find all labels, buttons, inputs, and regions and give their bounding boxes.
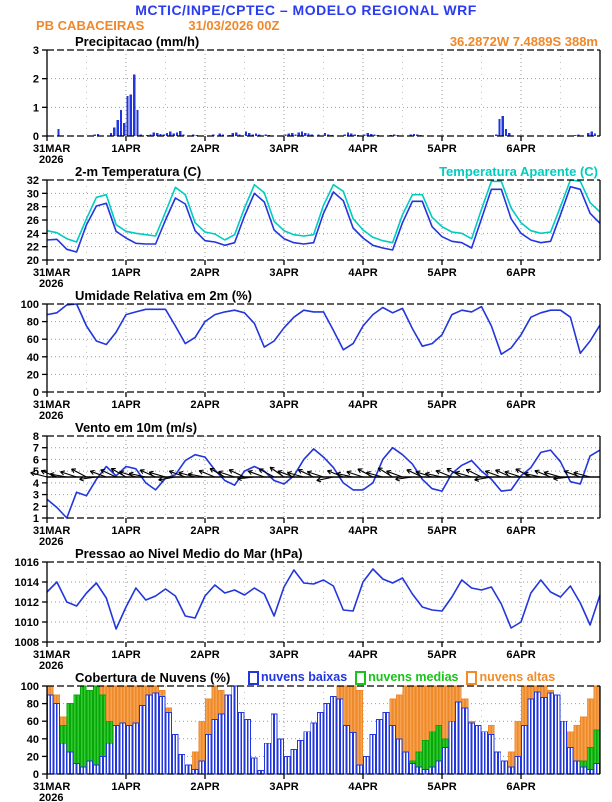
station-name: PB CABACEIRAS: [36, 18, 144, 34]
svg-text:20: 20: [27, 369, 39, 381]
svg-text:1: 1: [33, 513, 39, 525]
panel-title-row: [0, 164, 612, 179]
pressure-chart: [0, 561, 612, 670]
svg-text:2026: 2026: [39, 278, 63, 290]
panel-pressure: [0, 546, 612, 670]
svg-text:3APR: 3APR: [269, 781, 298, 793]
svg-text:2APR: 2APR: [190, 525, 219, 537]
svg-text:31MAR: 31MAR: [33, 649, 70, 661]
svg-text:1: 1: [33, 102, 39, 114]
panel-title: Vento em 10m (m/s): [75, 420, 197, 435]
svg-text:2APR: 2APR: [190, 649, 219, 661]
svg-text:4APR: 4APR: [348, 781, 377, 793]
svg-text:0: 0: [33, 131, 39, 143]
svg-text:2: 2: [33, 74, 39, 86]
svg-text:2APR: 2APR: [190, 267, 219, 279]
svg-text:1008: 1008: [15, 637, 39, 649]
panel-title-row: [0, 420, 612, 435]
svg-text:40: 40: [27, 352, 39, 364]
svg-text:31MAR: 31MAR: [33, 399, 70, 411]
svg-text:80: 80: [27, 317, 39, 329]
svg-text:31MAR: 31MAR: [33, 781, 70, 793]
legend-swatch-icon: [355, 671, 366, 685]
run-datetime: 31/03/2026 00Z: [188, 18, 279, 34]
svg-text:2APR: 2APR: [190, 143, 219, 155]
panel-title: Umidade Relativa em 2m (%): [75, 288, 252, 303]
svg-text:31MAR: 31MAR: [33, 525, 70, 537]
svg-text:0: 0: [33, 387, 39, 399]
wind-chart: [0, 435, 612, 546]
svg-text:2026: 2026: [39, 660, 63, 672]
legend-item: [466, 670, 555, 685]
svg-text:7: 7: [33, 443, 39, 455]
svg-text:3APR: 3APR: [269, 649, 298, 661]
svg-text:100: 100: [21, 299, 39, 311]
panel-title-row: [0, 546, 612, 561]
panel-title: Cobertura de Nuvens (%): [75, 670, 230, 685]
svg-text:26: 26: [27, 215, 39, 227]
svg-text:20: 20: [27, 255, 39, 267]
svg-text:22: 22: [27, 242, 39, 254]
svg-text:3APR: 3APR: [269, 525, 298, 537]
svg-text:3APR: 3APR: [269, 267, 298, 279]
svg-text:32: 32: [27, 175, 39, 187]
legend-item: [355, 670, 458, 685]
svg-text:3: 3: [33, 490, 39, 502]
panel-title: 2-m Temperatura (C): [75, 164, 201, 179]
panel-title-row: [0, 670, 612, 685]
rh-chart: [0, 303, 612, 420]
panel-title-row: [0, 288, 612, 303]
svg-text:1APR: 1APR: [111, 267, 140, 279]
svg-text:1APR: 1APR: [111, 525, 140, 537]
svg-text:2APR: 2APR: [190, 781, 219, 793]
location-annotation: 36.2872W 7.4889S 388m: [450, 34, 598, 49]
svg-text:6APR: 6APR: [506, 525, 535, 537]
panel-title: Precipitacao (mm/h): [75, 34, 199, 49]
page-title: MCTIC/INPE/CPTEC – MODELO REGIONAL WRF: [0, 0, 612, 18]
svg-text:6APR: 6APR: [506, 267, 535, 279]
svg-text:1010: 1010: [15, 617, 39, 629]
precip-chart: [0, 49, 612, 164]
svg-text:28: 28: [27, 202, 39, 214]
legend-swatch-icon: [248, 671, 259, 685]
secondary-series-label: Temperatura Aparente (C): [439, 164, 598, 179]
svg-text:4APR: 4APR: [348, 143, 377, 155]
svg-text:1APR: 1APR: [111, 143, 140, 155]
temp-chart: [0, 179, 612, 288]
svg-text:1APR: 1APR: [111, 649, 140, 661]
svg-text:5APR: 5APR: [427, 649, 456, 661]
svg-text:1APR: 1APR: [111, 399, 140, 411]
svg-text:5APR: 5APR: [427, 781, 456, 793]
svg-text:40: 40: [27, 734, 39, 746]
svg-text:3APR: 3APR: [269, 399, 298, 411]
legend-swatch-icon: [466, 671, 477, 685]
svg-text:30: 30: [27, 188, 39, 200]
legend-label: nuvens altas: [479, 670, 555, 685]
svg-text:5: 5: [33, 466, 39, 478]
svg-text:8: 8: [33, 431, 39, 443]
svg-text:4APR: 4APR: [348, 525, 377, 537]
cloud-legend: [248, 670, 555, 685]
svg-text:4APR: 4APR: [348, 649, 377, 661]
svg-text:80: 80: [27, 699, 39, 711]
svg-text:6APR: 6APR: [506, 649, 535, 661]
svg-text:6APR: 6APR: [506, 399, 535, 411]
panels-container: [0, 34, 612, 802]
svg-text:2026: 2026: [39, 792, 63, 802]
svg-text:31MAR: 31MAR: [33, 143, 70, 155]
legend-label: nuvens medias: [368, 670, 458, 685]
svg-text:1012: 1012: [15, 597, 39, 609]
svg-text:3APR: 3APR: [269, 143, 298, 155]
svg-text:5APR: 5APR: [427, 399, 456, 411]
panel-rh: [0, 288, 612, 420]
svg-text:31MAR: 31MAR: [33, 267, 70, 279]
svg-text:1014: 1014: [15, 577, 40, 589]
svg-text:6APR: 6APR: [506, 781, 535, 793]
svg-text:2: 2: [33, 501, 39, 513]
panel-title-row: [0, 34, 612, 49]
svg-text:20: 20: [27, 751, 39, 763]
svg-text:5APR: 5APR: [427, 143, 456, 155]
panel-temp: [0, 164, 612, 288]
clouds-chart: [0, 685, 612, 802]
svg-text:1APR: 1APR: [111, 781, 140, 793]
svg-text:100: 100: [21, 681, 39, 693]
svg-text:24: 24: [27, 228, 40, 240]
svg-text:3: 3: [33, 45, 39, 57]
legend-label: nuvens baixas: [261, 670, 347, 685]
panel-title: Pressao ao Nivel Medio do Mar (hPa): [75, 546, 303, 561]
svg-text:4APR: 4APR: [348, 267, 377, 279]
panel-clouds: [0, 670, 612, 802]
svg-text:1016: 1016: [15, 557, 39, 569]
svg-text:5APR: 5APR: [427, 525, 456, 537]
panel-wind: [0, 420, 612, 546]
svg-text:4: 4: [33, 478, 40, 490]
legend-item: [248, 670, 347, 685]
svg-text:2026: 2026: [39, 536, 63, 548]
svg-text:2026: 2026: [39, 410, 63, 422]
svg-text:2APR: 2APR: [190, 399, 219, 411]
svg-text:4APR: 4APR: [348, 399, 377, 411]
svg-text:2026: 2026: [39, 154, 63, 166]
panel-precip: [0, 34, 612, 164]
station-line: [36, 18, 612, 34]
svg-text:6APR: 6APR: [506, 143, 535, 155]
svg-text:5APR: 5APR: [427, 267, 456, 279]
svg-text:6: 6: [33, 454, 39, 466]
svg-text:0: 0: [33, 769, 39, 781]
svg-text:60: 60: [27, 716, 39, 728]
svg-text:60: 60: [27, 334, 39, 346]
